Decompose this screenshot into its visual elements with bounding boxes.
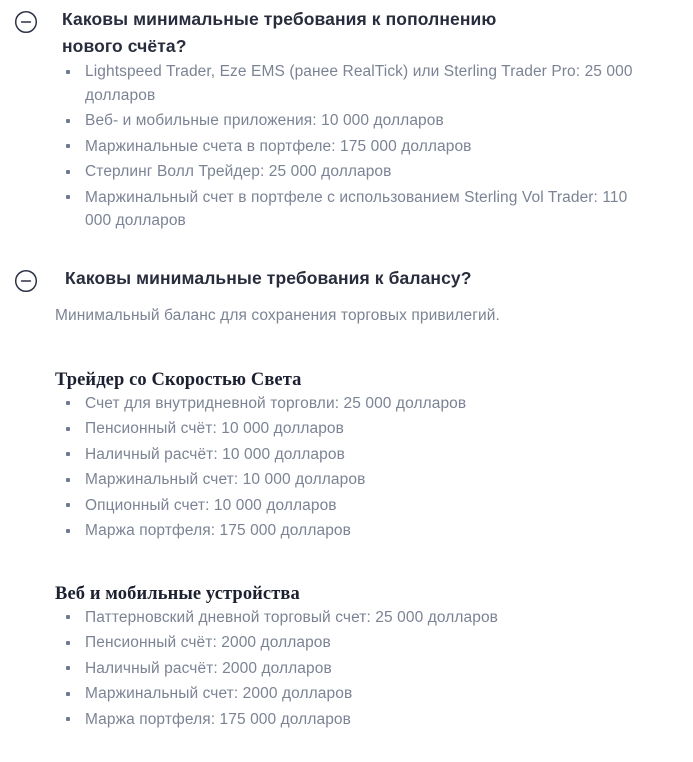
list-item: Маржинальный счет: 2000 долларов bbox=[55, 682, 645, 706]
faq-bullet-list bbox=[55, 60, 693, 233]
minus-circle-icon[interactable] bbox=[14, 10, 38, 34]
list-item: Стерлинг Волл Трейдер: 25 000 долларов bbox=[55, 160, 645, 184]
faq-question-header[interactable] bbox=[0, 6, 693, 60]
list-item: Маржа портфеля: 175 000 долларов bbox=[55, 708, 645, 732]
answer-group-title: Веб и мобильные устройства bbox=[55, 583, 300, 604]
list-item: Пенсионный счёт: 10 000 долларов bbox=[55, 417, 645, 441]
list-item: Маржинальный счет в портфеле с использованием Sterling Vol Trader: 110 000 долларов bbox=[55, 186, 645, 233]
faq-question-text: Каковы минимальные требования к пополнению нового счёта? bbox=[62, 9, 497, 56]
faq-question-header[interactable] bbox=[0, 265, 693, 293]
faq-bullet-list bbox=[55, 606, 693, 732]
list-item: Счет для внутридневной торговли: 25 000 долларов bbox=[55, 392, 645, 416]
list-item: Паттерновский дневной торговый счет: 25 000 долларов bbox=[55, 606, 645, 630]
faq-answer bbox=[0, 60, 693, 233]
list-item: Lightspeed Trader, Eze EMS (ранее RealTick) или Sterling Trader Pro: 25 000 долларов bbox=[55, 60, 645, 107]
list-item: Наличный расчёт: 10 000 долларов bbox=[55, 443, 645, 467]
list-item: Веб- и мобильные приложения: 10 000 долларов bbox=[55, 109, 645, 133]
minus-circle-icon[interactable] bbox=[14, 269, 38, 293]
faq-item bbox=[0, 235, 693, 732]
list-item: Наличный расчёт: 2000 долларов bbox=[55, 657, 645, 681]
list-item: Маржинальный счет: 10 000 долларов bbox=[55, 468, 645, 492]
answer-group-title: Трейдер со Скоростью Света bbox=[55, 369, 302, 390]
list-item: Опционный счет: 10 000 долларов bbox=[55, 494, 645, 518]
list-item: Маржа портфеля: 175 000 долларов bbox=[55, 519, 645, 543]
list-item: Маржинальные счета в портфеле: 175 000 долларов bbox=[55, 135, 645, 159]
faq-bullet-list bbox=[55, 392, 693, 543]
faq-item bbox=[0, 0, 693, 233]
faq-answer-intro: Минимальный баланс для сохранения торговых привилегий. bbox=[55, 306, 500, 324]
faq-question-text: Каковы минимальные требования к балансу? bbox=[65, 267, 472, 288]
list-item: Пенсионный счёт: 2000 долларов bbox=[55, 631, 645, 655]
faq-answer bbox=[0, 304, 693, 732]
